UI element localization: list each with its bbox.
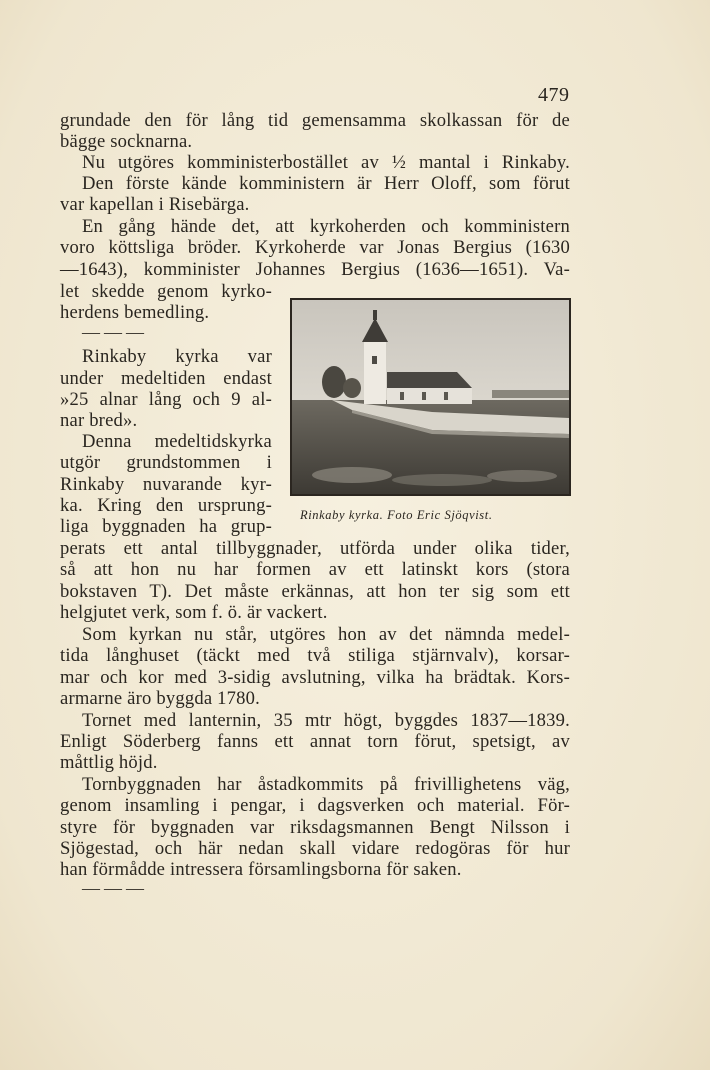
- text-line: Nu utgöres komministerbostället av ½ mantal i Rinkaby.: [82, 152, 570, 173]
- text-line: styre för byggnaden var riksdagsmannen Bengt Nilsson i: [60, 817, 570, 838]
- church-illustration: [292, 300, 569, 494]
- text-line: Denna medeltidskyrka: [82, 431, 272, 452]
- text-line: —1643), komminister Johannes Bergius (1636—1651). Va-: [60, 259, 570, 280]
- text-line: grundade den för lång tid gemensamma skolkassan för de: [60, 110, 570, 131]
- church-photo: [290, 298, 571, 496]
- text-line: Enligt Söderberg fanns ett annat torn förut, spetsigt, av: [60, 731, 570, 752]
- text-line: så att hon nu har formen av ett latinskt kors (stora: [60, 559, 570, 580]
- text-line: armarne äro byggda 1780.: [60, 688, 260, 709]
- text-line: ka. Kring den ursprung-: [60, 495, 272, 516]
- text-line: let skedde genom kyrko-: [60, 281, 272, 302]
- text-line: perats ett antal tillbyggnader, utförda under olika tider,: [60, 538, 570, 559]
- text-line: bokstaven T). Det måste erkännas, att hon ter sig som ett: [60, 581, 570, 602]
- text-line: han förmådde intressera församlingsborna för saken.: [60, 859, 462, 880]
- text-line: genom insamling i pengar, i dagsverken och material. För-: [60, 795, 570, 816]
- text-line: utgör grundstommen i: [60, 452, 272, 473]
- text-line: mar och kor med 3-sidig avslutning, vilka ha brädtak. Kors-: [60, 667, 570, 688]
- text-line: Rinkaby kyrka var: [82, 346, 272, 367]
- text-line: under medeltiden endast: [60, 368, 272, 389]
- text-line: voro köttsliga bröder. Kyrkoherde var Jonas Bergius (1630: [60, 237, 570, 258]
- text-line: tida långhuset (täckt med två stiliga stjärnvalv), korsar-: [60, 645, 570, 666]
- text-line: Tornet med lanternin, 35 mtr högt, byggdes 1837—1839.: [82, 710, 570, 731]
- page-number: 479: [538, 84, 570, 106]
- text-line: Som kyrkan nu står, utgöres hon av det nämnda medel-: [82, 624, 570, 645]
- section-separator: ———: [82, 878, 148, 898]
- text-line: var kapellan i Risebärga.: [60, 194, 250, 215]
- text-line: Tornbyggnaden har åstadkommits på frivillighetens väg,: [82, 774, 570, 795]
- text-line: Den förste kände komministern är Herr Oloff, som förut: [82, 173, 570, 194]
- text-line: Sjögestad, och här nedan skall vidare redogöras för hur: [60, 838, 570, 859]
- text-line: »25 alnar lång och 9 al-: [60, 389, 272, 410]
- photo-caption: Rinkaby kyrka. Foto Eric Sjöqvist.: [300, 508, 493, 522]
- text-line: En gång hände det, att kyrkoherden och komministern: [82, 216, 570, 237]
- text-line: nar bred».: [60, 410, 138, 431]
- text-line: Rinkaby nuvarande kyr-: [60, 474, 272, 495]
- text-line: bägge socknarna.: [60, 131, 193, 152]
- text-line: måttlig höjd.: [60, 752, 158, 773]
- text-line: helgjutet verk, som f. ö. är vackert.: [60, 602, 328, 623]
- text-line: herdens bemedling.: [60, 302, 210, 323]
- section-separator: ———: [82, 322, 148, 342]
- text-line: liga byggnaden ha grup-: [60, 516, 272, 537]
